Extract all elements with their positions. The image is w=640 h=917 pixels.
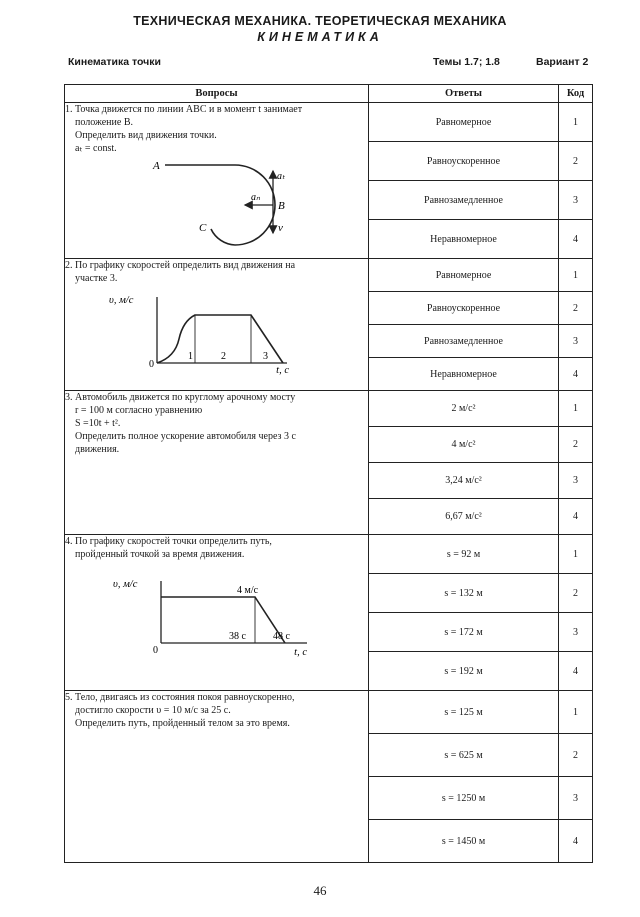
- answer-option[interactable]: s = 92 м: [369, 535, 559, 574]
- label-b: B: [278, 200, 285, 212]
- question-5: [65, 691, 369, 863]
- x-axis-label: t, c: [294, 647, 307, 658]
- question-text: 3. Автомобиль движется по круглому арочному мосту: [65, 392, 296, 403]
- table-row: [65, 259, 593, 292]
- page-title: ТЕХНИЧЕСКАЯ МЕХАНИКА. ТЕОРЕТИЧЕСКАЯ МЕХАНИКА: [133, 14, 507, 28]
- question-4: [65, 535, 369, 691]
- answer-code: 3: [559, 463, 593, 499]
- topic-label: Кинематика точки: [68, 56, 161, 68]
- t1-label: 38 с: [229, 631, 246, 642]
- answer-option[interactable]: 4 м/с²: [369, 427, 559, 463]
- variant-label: Вариант 2: [536, 56, 589, 68]
- answer-option[interactable]: Равнозамедленное: [369, 181, 559, 220]
- segment-1-label: 1: [188, 351, 193, 362]
- question-text: движения.: [75, 444, 120, 455]
- answer-code: 4: [559, 652, 593, 691]
- answer-code: 4: [559, 220, 593, 259]
- speed-label: 4 м/с: [237, 585, 259, 596]
- question-text: Определить путь, пройденный телом за это время.: [75, 718, 290, 729]
- questions-header: Вопросы: [65, 85, 369, 103]
- question-text: положение B.: [75, 117, 133, 128]
- table-row: [65, 391, 593, 427]
- answers-header: Ответы: [369, 85, 559, 103]
- t2-label: 48 с: [273, 631, 290, 642]
- answer-code: 4: [559, 499, 593, 535]
- answer-option[interactable]: Неравномерное: [369, 220, 559, 259]
- label-an: aₙ: [251, 192, 260, 203]
- trajectory-tail: [211, 229, 235, 245]
- answer-option[interactable]: Равнозамедленное: [369, 325, 559, 358]
- table-row: [65, 691, 593, 734]
- question-text: достигло скорости υ = 10 м/с за 25 с.: [75, 705, 231, 716]
- answer-code: 1: [559, 391, 593, 427]
- question-text: aₜ = const.: [75, 143, 117, 154]
- answer-option[interactable]: s = 1250 м: [369, 777, 559, 820]
- answer-option[interactable]: s = 625 м: [369, 734, 559, 777]
- themes-label: Темы 1.7; 1.8: [433, 56, 500, 68]
- y-axis-label: υ, м/с: [113, 579, 138, 590]
- answer-option[interactable]: Неравномерное: [369, 358, 559, 391]
- label-v: v: [278, 222, 283, 234]
- code-header: Код: [559, 85, 593, 103]
- question-text: Определить полное ускорение автомобиля через 3 с: [75, 431, 296, 442]
- velocity-line: [161, 597, 285, 643]
- table-header-row: [65, 85, 593, 103]
- velocity-graph-q2: [87, 287, 307, 376]
- answer-option[interactable]: Равномерное: [369, 259, 559, 292]
- question-text: Определить вид движения точки.: [75, 130, 217, 141]
- label-a: A: [153, 160, 160, 172]
- x-axis-label: t, c: [276, 365, 289, 376]
- answer-option[interactable]: Равноускоренное: [369, 292, 559, 325]
- test-table: [64, 84, 593, 863]
- answer-option[interactable]: s = 132 м: [369, 574, 559, 613]
- question-text: 5. Тело, двигаясь из состояния покоя равноускоренно,: [65, 692, 295, 703]
- answer-option[interactable]: Равномерное: [369, 103, 559, 142]
- answer-option[interactable]: 3,24 м/с²: [369, 463, 559, 499]
- answer-option[interactable]: s = 125 м: [369, 691, 559, 734]
- question-text: пройденный точкой за время движения.: [75, 549, 245, 560]
- answer-code: 1: [559, 103, 593, 142]
- question-text: 4. По графику скоростей точки определить путь,: [65, 536, 272, 547]
- answer-option[interactable]: Равноускоренное: [369, 142, 559, 181]
- answer-option[interactable]: s = 192 м: [369, 652, 559, 691]
- answer-code: 2: [559, 142, 593, 181]
- answer-code: 2: [559, 734, 593, 777]
- answer-code: 1: [559, 691, 593, 734]
- answer-option[interactable]: 2 м/с²: [369, 391, 559, 427]
- page-number: 46: [313, 883, 327, 898]
- answer-code: 4: [559, 358, 593, 391]
- page-subtitle: КИНЕМАТИКА: [257, 30, 383, 44]
- velocity-graph-q4: [87, 573, 327, 663]
- label-c: C: [199, 222, 207, 234]
- answer-option[interactable]: 6,67 м/с²: [369, 499, 559, 535]
- question-text: r = 100 м согласно уравнению: [75, 405, 203, 416]
- origin-label: 0: [149, 359, 154, 370]
- segment-3-label: 3: [263, 351, 268, 362]
- answer-code: 3: [559, 613, 593, 652]
- table-row: [65, 535, 593, 574]
- y-axis-label: υ, м/с: [109, 295, 134, 306]
- answer-code: 4: [559, 820, 593, 863]
- question-2: [65, 259, 369, 391]
- question-3: [65, 391, 369, 535]
- answer-code: 3: [559, 181, 593, 220]
- answer-code: 2: [559, 427, 593, 463]
- origin-label: 0: [153, 645, 158, 656]
- answer-code: 2: [559, 574, 593, 613]
- answer-option[interactable]: s = 1450 м: [369, 820, 559, 863]
- label-at: aₜ: [277, 171, 285, 182]
- question-text: участке 3.: [75, 273, 118, 284]
- answer-code: 2: [559, 292, 593, 325]
- answer-code: 3: [559, 777, 593, 820]
- question-text: 2. По графику скоростей определить вид движения на: [65, 260, 296, 271]
- question-text: S =10t + t².: [75, 418, 121, 429]
- table-row: [65, 103, 593, 142]
- answer-code: 3: [559, 325, 593, 358]
- question-1: [65, 103, 369, 259]
- trajectory-diagram: [145, 157, 325, 249]
- answer-option[interactable]: s = 172 м: [369, 613, 559, 652]
- segment-2-label: 2: [221, 351, 226, 362]
- answer-code: 1: [559, 259, 593, 292]
- question-text: 1. Точка движется по линии ABC и в момент t занимает: [65, 104, 303, 115]
- answer-code: 1: [559, 535, 593, 574]
